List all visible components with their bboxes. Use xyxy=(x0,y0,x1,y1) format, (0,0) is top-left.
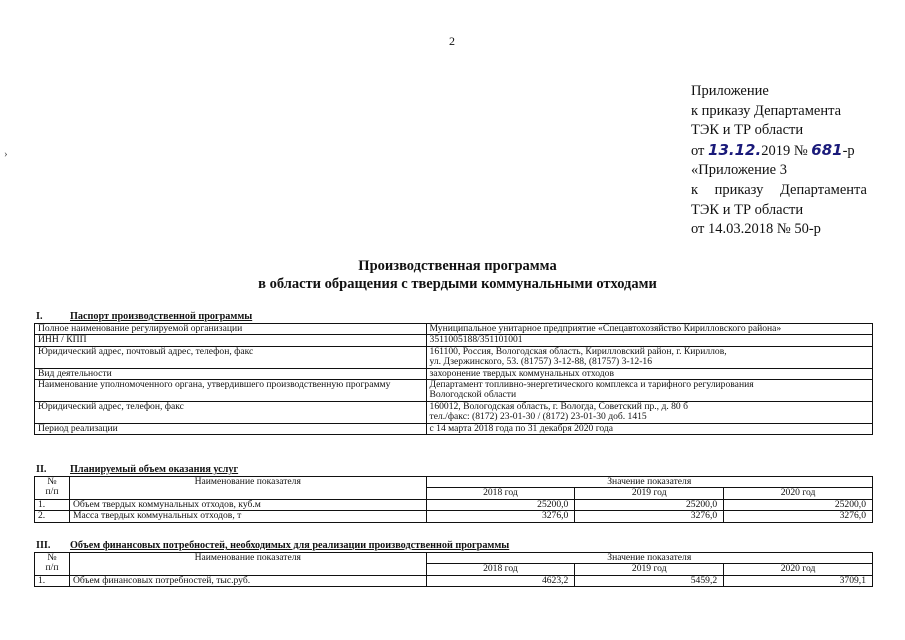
section-heading xyxy=(36,540,509,551)
document-title xyxy=(0,257,905,293)
table-row xyxy=(35,575,873,586)
year-header: 2018 год xyxy=(426,564,575,575)
row-value: 25200,0 xyxy=(575,499,724,510)
appendix-year: 2019 № xyxy=(761,142,808,159)
num-header: № п/п xyxy=(35,477,70,500)
row-name: Объем финансовых потребностей, тыс.руб. xyxy=(69,575,426,586)
passport-row xyxy=(35,324,873,335)
appendix-block xyxy=(691,82,881,240)
value-header: Значение показателя xyxy=(426,553,872,564)
passport-value-line: с 14 марта 2018 года по 31 декабря 2020 года xyxy=(429,422,614,434)
appendix-prefix: от xyxy=(691,142,705,159)
row-value: 25200,0 xyxy=(724,499,873,510)
passport-label: Вид деятельности xyxy=(35,368,427,379)
title-line: Производственная программа xyxy=(358,258,557,274)
finance-table xyxy=(34,552,873,587)
num-header: № п/п xyxy=(35,553,70,576)
section-title: Паспорт производственной программы xyxy=(70,311,253,322)
handwritten-number: 681 xyxy=(811,140,843,159)
passport-value xyxy=(426,423,872,434)
row-number: 1. xyxy=(35,499,70,510)
row-value: 4623,2 xyxy=(426,575,575,586)
appendix-line: «Приложение 3 xyxy=(691,162,787,179)
table-row xyxy=(35,511,873,522)
scan-mark: › xyxy=(4,148,8,160)
services-table xyxy=(34,476,873,523)
passport-value-line: 161100, Россия, Вологодская область, Кирилловский район, г. Кириллов, xyxy=(429,345,727,357)
passport-row xyxy=(35,335,873,346)
appendix-line: ТЭК и ТР области xyxy=(691,201,804,218)
handwritten-date: 13.12. xyxy=(708,140,762,159)
row-value: 5459,2 xyxy=(575,575,724,586)
section-title: Планируемый объем оказания услуг xyxy=(70,464,239,475)
year-header: 2019 год xyxy=(575,564,724,575)
row-number: 2. xyxy=(35,511,70,522)
appendix-line: от 14.03.2018 № 50-р xyxy=(691,221,821,238)
year-header: 2020 год xyxy=(724,488,873,499)
passport-value xyxy=(426,380,872,402)
passport-label: Юридический адрес, почтовый адрес, телефон, факс xyxy=(35,346,427,368)
section-heading xyxy=(36,311,252,322)
row-value: 3276,0 xyxy=(426,511,575,522)
name-header: Наименование показателя xyxy=(69,477,426,500)
table-row xyxy=(35,499,873,510)
passport-value xyxy=(426,346,872,368)
section-number: III. xyxy=(36,540,51,551)
passport-row xyxy=(35,423,873,434)
page-number: 2 xyxy=(449,34,455,48)
section-heading xyxy=(36,464,238,475)
row-value: 3276,0 xyxy=(575,511,724,522)
passport-value-line: 160012, Вологодская область, г. Вологда, Советский пр., д. 80 б xyxy=(429,400,688,412)
section-number: I. xyxy=(36,311,43,322)
passport-row xyxy=(35,380,873,402)
passport-value-line: Муниципальное унитарное предприятие «Спецавтохозяйство Кирилловского района» xyxy=(429,323,782,334)
row-value: 3276,0 xyxy=(724,511,873,522)
passport-value xyxy=(426,324,872,335)
section-title: Объем финансовых потребностей, необходимых для реализации производственной программы xyxy=(70,540,510,551)
year-header: 2018 год xyxy=(426,488,575,499)
appendix-justified-line xyxy=(691,181,867,201)
appendix-word: к xyxy=(691,181,699,198)
passport-value-line: тел./факс: (8172) 23-01-30 / (8172) 23-01-30 доб. 1415 xyxy=(429,411,647,423)
passport-row xyxy=(35,368,873,379)
title-line: в области обращения с твердыми коммунальными отходами xyxy=(258,276,657,292)
passport-value xyxy=(426,401,872,423)
appendix-line: ТЭК и ТР области xyxy=(691,122,804,139)
row-number: 1. xyxy=(35,575,70,586)
section-number: II. xyxy=(36,464,47,475)
appendix-line: Приложение xyxy=(691,83,769,99)
appendix-word: приказу xyxy=(714,181,764,198)
name-header: Наименование показателя xyxy=(69,553,426,576)
appendix-date-line xyxy=(691,141,881,162)
appendix-suffix: -р xyxy=(842,142,855,159)
appendix-word: Департамента xyxy=(779,181,867,198)
passport-label: Юридический адрес, телефон, факс xyxy=(35,401,427,423)
passport-value-line: захоронение твердых коммунальных отходов xyxy=(429,367,614,379)
passport-label: Наименование уполномоченного органа, утвердившего производственную программу xyxy=(35,380,427,402)
passport-table xyxy=(34,323,873,435)
appendix-line: к приказу Департамента xyxy=(691,102,842,119)
value-header: Значение показателя xyxy=(426,477,873,488)
passport-value xyxy=(426,368,872,379)
row-name: Масса твердых коммунальных отходов, т xyxy=(69,511,426,522)
year-header: 2020 год xyxy=(724,564,873,575)
passport-label: Период реализации xyxy=(35,423,427,434)
row-value: 3709,1 xyxy=(724,575,873,586)
passport-label: ИНН / КПП xyxy=(35,335,427,346)
row-value: 25200,0 xyxy=(426,499,575,510)
passport-label: Полное наименование регулируемой организации xyxy=(35,324,427,335)
passport-row xyxy=(35,346,873,368)
passport-value-line: ул. Дзержинского, 53. (81757) 3-12-88, (81757) 3-12-16 xyxy=(429,356,652,368)
row-name: Объем твердых коммунальных отходов, куб.м xyxy=(69,499,426,510)
passport-value-line: 3511005188/351101001 xyxy=(429,334,523,346)
passport-value xyxy=(426,335,872,346)
year-header: 2019 год xyxy=(575,488,724,499)
passport-value-line: Вологодской области xyxy=(429,389,517,401)
passport-value-line: Департамент топливно-энергетического комплекса и тарифного регулирования xyxy=(429,379,754,391)
passport-row xyxy=(35,401,873,423)
